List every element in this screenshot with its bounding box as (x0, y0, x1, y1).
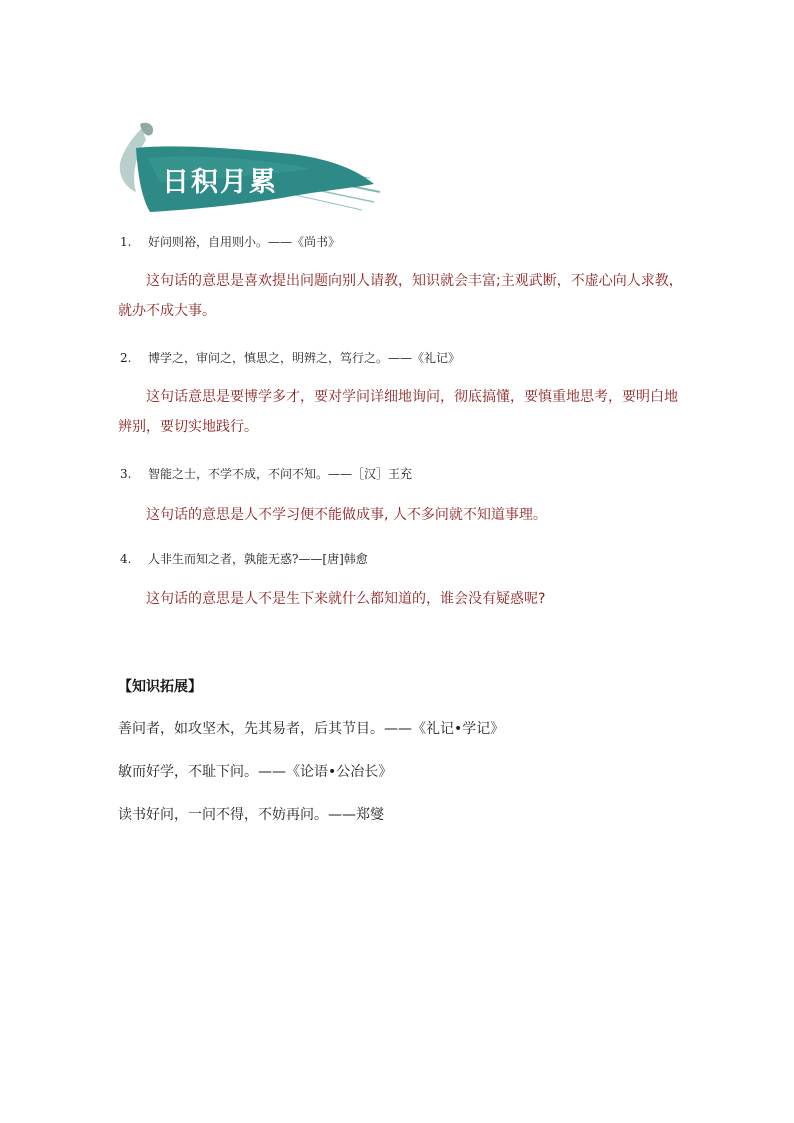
quote-number: 3. (120, 467, 132, 481)
extension-line: 善问者，如攻坚木，先其易者，后其节目。——《礼记•学记》 (118, 721, 505, 737)
section-heading: 【知识拓展】 (118, 679, 202, 695)
quote-explanation: 这句话的意思是人不学习便不能做成事, 人不多问就不知道事理。 (146, 507, 547, 523)
quote-text: 人非生而知之者，孰能无惑?——[唐]韩愈 (148, 552, 368, 566)
quote-number: 4. (120, 552, 132, 566)
quote-number: 1. (120, 235, 132, 249)
quote-text: 好问则裕，自用则小。——《尚书》 (148, 235, 341, 249)
extension-line: 读书好问，一问不得，不妨再问。——郑燮 (118, 807, 384, 823)
quote-line (120, 550, 368, 567)
extension-line: 敏而好学，不耻下问。——《论语•公冶长》 (118, 764, 393, 780)
quote-text: 智能之士，不学不成，不问不知。——［汉］王充 (148, 467, 413, 481)
quote-explanation: 这句话的意思是人不是生下来就什么都知道的，谁会没有疑惑呢? (146, 591, 546, 607)
banner-title: 日积月累 (162, 167, 278, 198)
quote-explanation: 这句话意思是要博学多才，要对学问详细地询问，彻底搞懂，要慎重地思考，要明白地辨别，要切实地践行。 (118, 389, 678, 435)
quote-explanation: 这句话的意思是喜欢提出问题向别人请教，知识就会丰富;主观武断，不虚心向人求教，就办不成大事。 (118, 273, 683, 319)
quote-line (120, 349, 460, 366)
banner (112, 118, 382, 218)
quote-line (120, 465, 412, 482)
quote-number: 2. (120, 351, 132, 365)
quote-line (120, 233, 340, 250)
quote-text: 博学之，审问之，慎思之，明辨之，笃行之。——《礼记》 (148, 351, 461, 365)
